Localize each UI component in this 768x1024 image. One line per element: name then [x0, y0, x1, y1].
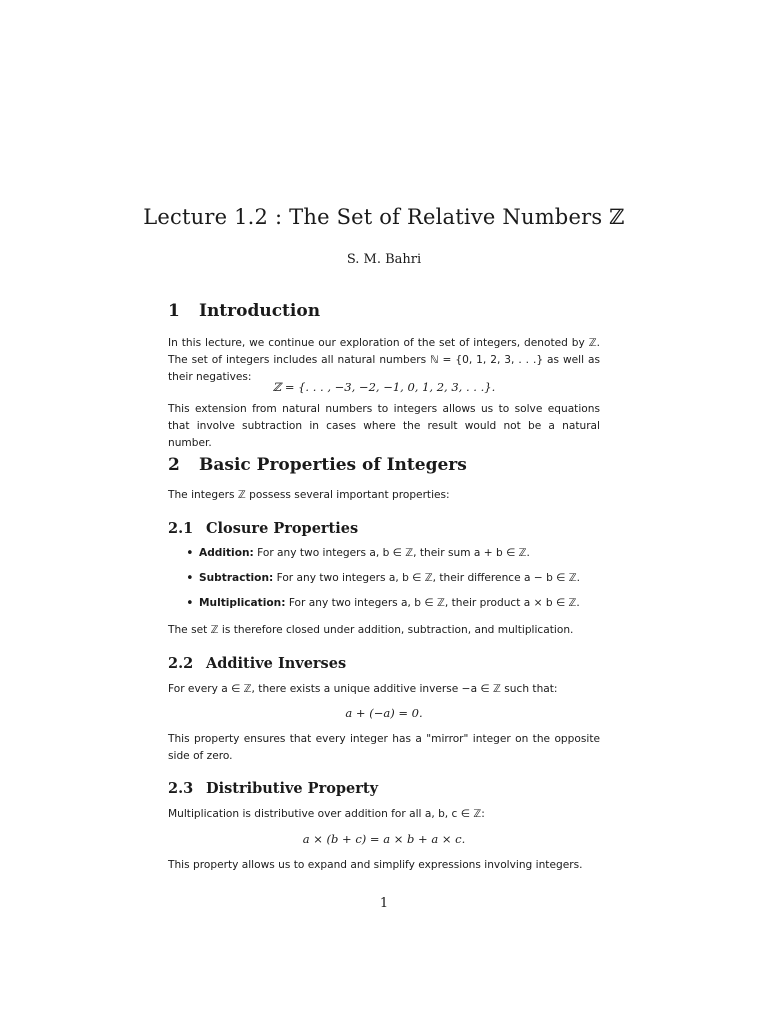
- section-1-heading: [168, 301, 600, 321]
- bullet-icon: •: [186, 546, 194, 561]
- subsection-title: Closure Properties: [206, 520, 359, 537]
- bullet-term: Subtraction:: [199, 572, 274, 584]
- bullet-icon: •: [186, 596, 194, 611]
- page-title: Lecture 1.2 : The Set of Relative Numbers ℤ: [143, 205, 625, 229]
- intro-paragraph-2: This extension from natural numbers to integers allows us to solve equations that involve subtraction in cases where the result would not be a natural number.: [168, 403, 600, 449]
- bullet-text: For any two integers a, b ∈ ℤ, their difference a − b ∈ ℤ.: [276, 572, 581, 584]
- page-number: 1: [379, 896, 389, 911]
- subsection-2-3-heading: [168, 780, 600, 797]
- bullet-icon: •: [186, 571, 194, 586]
- subsection-2-1-heading: [168, 520, 600, 537]
- bullet-text: For any two integers a, b ∈ ℤ, their sum a + b ∈ ℤ.: [257, 547, 530, 559]
- section-title: Introduction: [199, 301, 321, 321]
- distributive-explanation: This property allows us to expand and simplify expressions involving integers.: [168, 859, 583, 871]
- section-number: 2: [168, 455, 180, 475]
- bullet-term: Multiplication:: [199, 597, 286, 609]
- bullet-text: For any two integers a, b ∈ ℤ, their product a × b ∈ ℤ.: [288, 597, 580, 609]
- subsection-2-2-heading: [168, 655, 600, 672]
- section-2-intro: The integers ℤ possess several important properties:: [168, 489, 450, 501]
- section-title: Basic Properties of Integers: [199, 455, 467, 475]
- subsection-number: 2.2: [168, 655, 194, 672]
- integers-set-equation: ℤ = {. . . , −3, −2, −1, 0, 1, 2, 3, . . .}.: [272, 380, 496, 394]
- additive-inverse-equation: a + (−a) = 0.: [345, 706, 423, 720]
- subsection-number: 2.1: [168, 520, 194, 537]
- bullet-term: Addition:: [199, 547, 254, 559]
- author: S. M. Bahri: [346, 252, 422, 267]
- distributive-intro: Multiplication is distributive over addition for all a, b, c ∈ ℤ:: [168, 808, 485, 820]
- subsection-title: Distributive Property: [206, 780, 379, 797]
- inverse-intro: For every a ∈ ℤ, there exists a unique additive inverse −a ∈ ℤ such that:: [168, 683, 558, 695]
- inverse-explanation: This property ensures that every integer has a "mirror" integer on the opposite side of zero.: [168, 733, 600, 762]
- section-2-heading: [168, 455, 600, 475]
- distributive-equation: a × (b + c) = a × b + a × c.: [302, 832, 466, 846]
- section-number: 1: [168, 301, 180, 321]
- subsection-title: Additive Inverses: [206, 655, 347, 672]
- subsection-number: 2.3: [168, 780, 194, 797]
- closure-conclusion: The set ℤ is therefore closed under addition, subtraction, and multiplication.: [168, 624, 574, 636]
- intro-paragraph-1: In this lecture, we continue our exploration of the set of integers, denoted by ℤ. The set of integers includes all natural numbers ℕ = {0, 1, 2, 3, . . .} as well as their negatives:: [168, 337, 600, 383]
